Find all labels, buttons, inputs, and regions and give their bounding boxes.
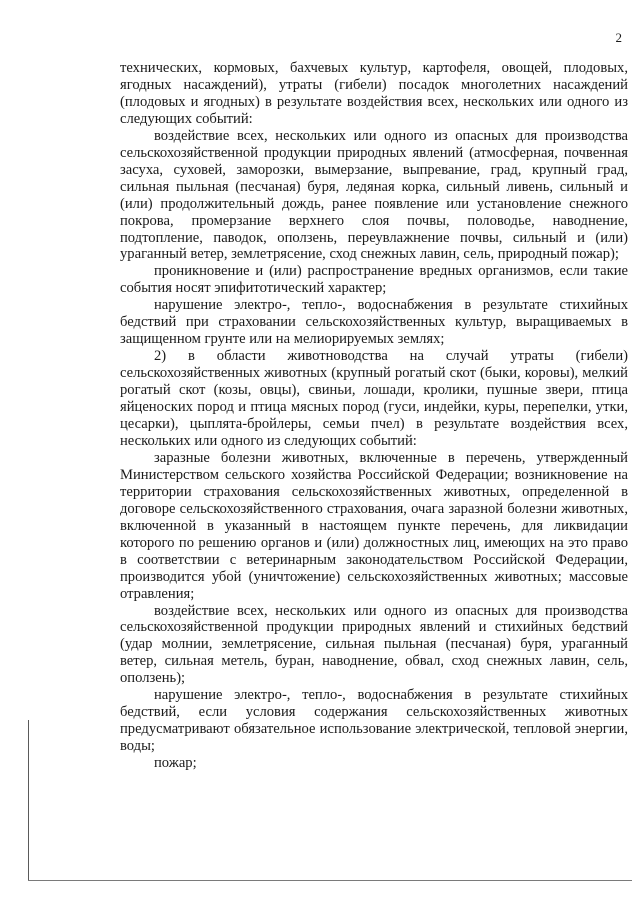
paragraph-contagious-diseases: заразные болезни животных, включенные в перечень, утвержденный Министерством сельского хозяйства Российской Федерации; возникновение на территории страхования сельскохозяйственных животных, определенной в договоре сельскохозяйственного страхования, очага заразной болезни животных, включенной в указанный в настоящем пункте перечень, для ликвидации которого по решению органов и (или) должностных лиц, имеющих на это право в соответствии с ветеринарным законодательством Российской Федерации, производится убой (уничтожение) сельскохозяйственных животных; массовые отравления; <box>120 449 628 602</box>
paragraph-utility-disruption-crops: нарушение электро-, тепло-, водоснабжения в результате стихийных бедствий при страховании сельскохозяйственных культур, выращиваемых в защищенном грунте или на мелиорируемых землях; <box>120 297 628 348</box>
paragraph-livestock-section: 2) в области животноводства на случай утраты (гибели) сельскохозяйственных животных (крупный рогатый скот (быки, коровы), мелкий рогатый скот (козы, овцы), свиньи, лошади, кролики, пушные звери, птица яйценоских пород и птица мясных пород (гуси, индейки, куры, перепелки, утки, цесарки), цыплята-бройлеры, семьи пчел) в результате воздействия всех, нескольких или одного из следующих событий: <box>120 348 628 449</box>
scan-bottom-edge <box>28 880 632 881</box>
paragraph-crop-continuation: технических, кормовых, бахчевых культур, картофеля, овощей, плодовых, ягодных насаждений), утраты (гибели) посадок многолетних насаждений (плодовых и ягодных) в результате воздействия всех, нескольких или одного из следующих событий: <box>120 60 628 127</box>
paragraph-fire: пожар; <box>154 755 197 772</box>
document-body <box>120 60 628 772</box>
scan-margin-line <box>28 720 29 880</box>
paragraph-harmful-organisms: проникновение и (или) распространение вредных организмов, если такие события носят эпифитотический характер; <box>120 263 628 297</box>
paragraph-utility-disruption-livestock: нарушение электро-, тепло-, водоснабжения в результате стихийных бедствий, если условия содержания сельскохозяйственных животных предусматривают обязательное использование электрической, тепловой энергии, воды; <box>120 687 628 755</box>
paragraph-natural-disasters-livestock: воздействие всех, нескольких или одного из опасных для производства сельскохозяйственной продукции природных явлений и стихийных бедствий (удар молнии, землетрясение, сильная пыльная (песчаная) буря, ураганный ветер, сильная метель, буран, наводнение, обвал, сход снежных лавин, сель, оползень); <box>120 602 628 687</box>
paragraph-natural-phenomena: воздействие всех, нескольких или одного из опасных для производства сельскохозяйственной продукции природных явлений (атмосферная, почвенная засуха, суховей, заморозки, вымерзание, выпревание, град, крупный град, сильная пыльная (песчаная) буря, ледяная корка, сильный ливень, сильный и (или) продолжительный дождь, ранее появление или установление снежного покрова, промерзание верхнего слоя почвы, половодье, наводнение, подтопление, паводок, оползень, переувлажнение почвы, сильный и (или) ураганный ветер, землетрясение, сход снежных лавин, сель, природный пожар); <box>120 127 628 263</box>
page-number: 2 <box>615 30 622 45</box>
